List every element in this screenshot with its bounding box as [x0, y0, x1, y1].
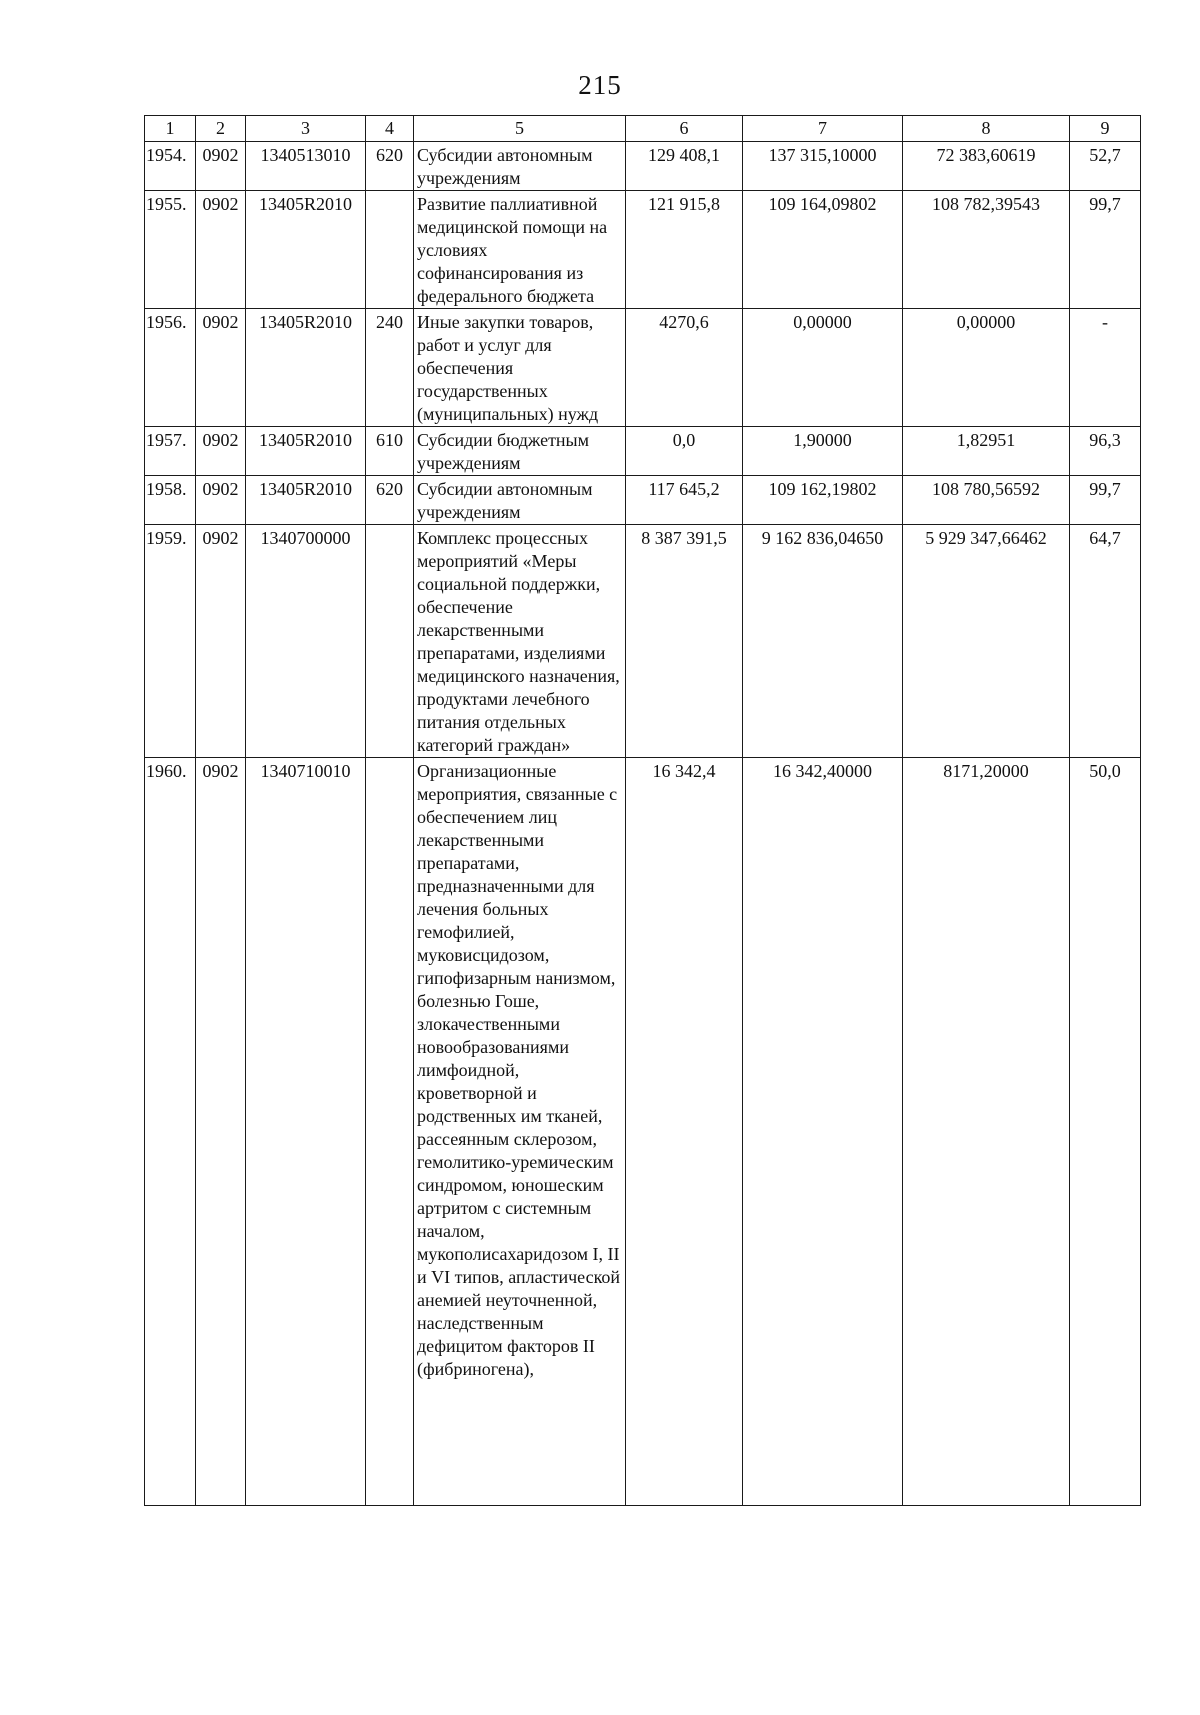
target-article-code: 1340513010 [246, 142, 366, 191]
execution-percent: - [1070, 309, 1141, 427]
expense-type-code [366, 525, 414, 758]
table-row [145, 427, 1141, 476]
item-name: Субсидии автономным учреждениям [414, 142, 626, 191]
executed-amount: 72 383,60619 [903, 142, 1070, 191]
table-row [145, 758, 1141, 1506]
table-row [145, 525, 1141, 758]
row-number: 1960. [145, 758, 196, 1506]
expense-type-code: 240 [366, 309, 414, 427]
refined-amount: 0,00000 [743, 309, 903, 427]
expense-type-code [366, 758, 414, 1506]
row-number: 1956. [145, 309, 196, 427]
execution-percent: 50,0 [1070, 758, 1141, 1506]
execution-percent: 96,3 [1070, 427, 1141, 476]
row-number: 1954. [145, 142, 196, 191]
item-name: Субсидии бюджетным учреждениям [414, 427, 626, 476]
executed-amount: 5 929 347,66462 [903, 525, 1070, 758]
refined-amount: 16 342,40000 [743, 758, 903, 1506]
section-code: 0902 [196, 758, 246, 1506]
column-header: 2 [196, 116, 246, 142]
header-row [145, 116, 1141, 142]
plan-amount: 4270,6 [626, 309, 743, 427]
plan-amount: 117 645,2 [626, 476, 743, 525]
section-code: 0902 [196, 427, 246, 476]
executed-amount: 1,82951 [903, 427, 1070, 476]
item-name: Развитие паллиативной медицинской помощи на условиях софинансирования из федерального бюджета [414, 191, 626, 309]
table-row [145, 476, 1141, 525]
item-name: Субсидии автономным учреждениям [414, 476, 626, 525]
refined-amount: 1,90000 [743, 427, 903, 476]
section-code: 0902 [196, 525, 246, 758]
target-article-code: 13405R2010 [246, 476, 366, 525]
executed-amount: 108 780,56592 [903, 476, 1070, 525]
plan-amount: 8 387 391,5 [626, 525, 743, 758]
expense-type-code: 620 [366, 142, 414, 191]
plan-amount: 129 408,1 [626, 142, 743, 191]
refined-amount: 109 162,19802 [743, 476, 903, 525]
item-name: Иные закупки товаров, работ и услуг для обеспечения государственных (муниципальных) нужд [414, 309, 626, 427]
table-row [145, 191, 1141, 309]
target-article-code: 13405R2010 [246, 309, 366, 427]
refined-amount: 109 164,09802 [743, 191, 903, 309]
column-header: 4 [366, 116, 414, 142]
table-row [145, 309, 1141, 427]
column-header: 7 [743, 116, 903, 142]
target-article-code: 13405R2010 [246, 427, 366, 476]
page-number: 215 [578, 70, 622, 100]
expense-type-code: 620 [366, 476, 414, 525]
execution-percent: 99,7 [1070, 191, 1141, 309]
execution-percent: 64,7 [1070, 525, 1141, 758]
plan-amount: 16 342,4 [626, 758, 743, 1506]
execution-percent: 52,7 [1070, 142, 1141, 191]
table-body [145, 142, 1141, 1506]
column-header: 6 [626, 116, 743, 142]
target-article-code: 1340710010 [246, 758, 366, 1506]
executed-amount: 8171,20000 [903, 758, 1070, 1506]
executed-amount: 0,00000 [903, 309, 1070, 427]
item-name: Организационные мероприятия, связанные с обеспечением лиц лекарственными препаратами, предназначенными для лечения больных гемофилией, муковисцидозом, гипофизарным нанизмом, болезнью Гоше, злокачественными новообразованиями лимфоидной, кроветворной и родственных им тканей, рассеянным склерозом, гемолитико-уремическим синдромом, юношеским артритом с системным началом, мукополисахаридозом I, II и VI типов, апластической анемией неуточненной, наследственным дефицитом факторов II (фибриногена), [414, 758, 626, 1506]
row-number: 1958. [145, 476, 196, 525]
item-name: Комплекс процессных мероприятий «Меры социальной поддержки, обеспечение лекарственными препаратами, изделиями медицинского назначения, продуктами лечебного питания отдельных категорий граждан» [414, 525, 626, 758]
section-code: 0902 [196, 191, 246, 309]
section-code: 0902 [196, 142, 246, 191]
column-header: 8 [903, 116, 1070, 142]
plan-amount: 121 915,8 [626, 191, 743, 309]
expense-type-code: 610 [366, 427, 414, 476]
budget-table [144, 115, 1141, 1506]
refined-amount: 9 162 836,04650 [743, 525, 903, 758]
executed-amount: 108 782,39543 [903, 191, 1070, 309]
column-header: 5 [414, 116, 626, 142]
row-number: 1957. [145, 427, 196, 476]
column-header: 1 [145, 116, 196, 142]
expense-type-code [366, 191, 414, 309]
column-header: 9 [1070, 116, 1141, 142]
row-number: 1955. [145, 191, 196, 309]
refined-amount: 137 315,10000 [743, 142, 903, 191]
column-header: 3 [246, 116, 366, 142]
table-header [145, 116, 1141, 142]
target-article-code: 13405R2010 [246, 191, 366, 309]
section-code: 0902 [196, 309, 246, 427]
execution-percent: 99,7 [1070, 476, 1141, 525]
row-number: 1959. [145, 525, 196, 758]
section-code: 0902 [196, 476, 246, 525]
plan-amount: 0,0 [626, 427, 743, 476]
table-row [145, 142, 1141, 191]
target-article-code: 1340700000 [246, 525, 366, 758]
